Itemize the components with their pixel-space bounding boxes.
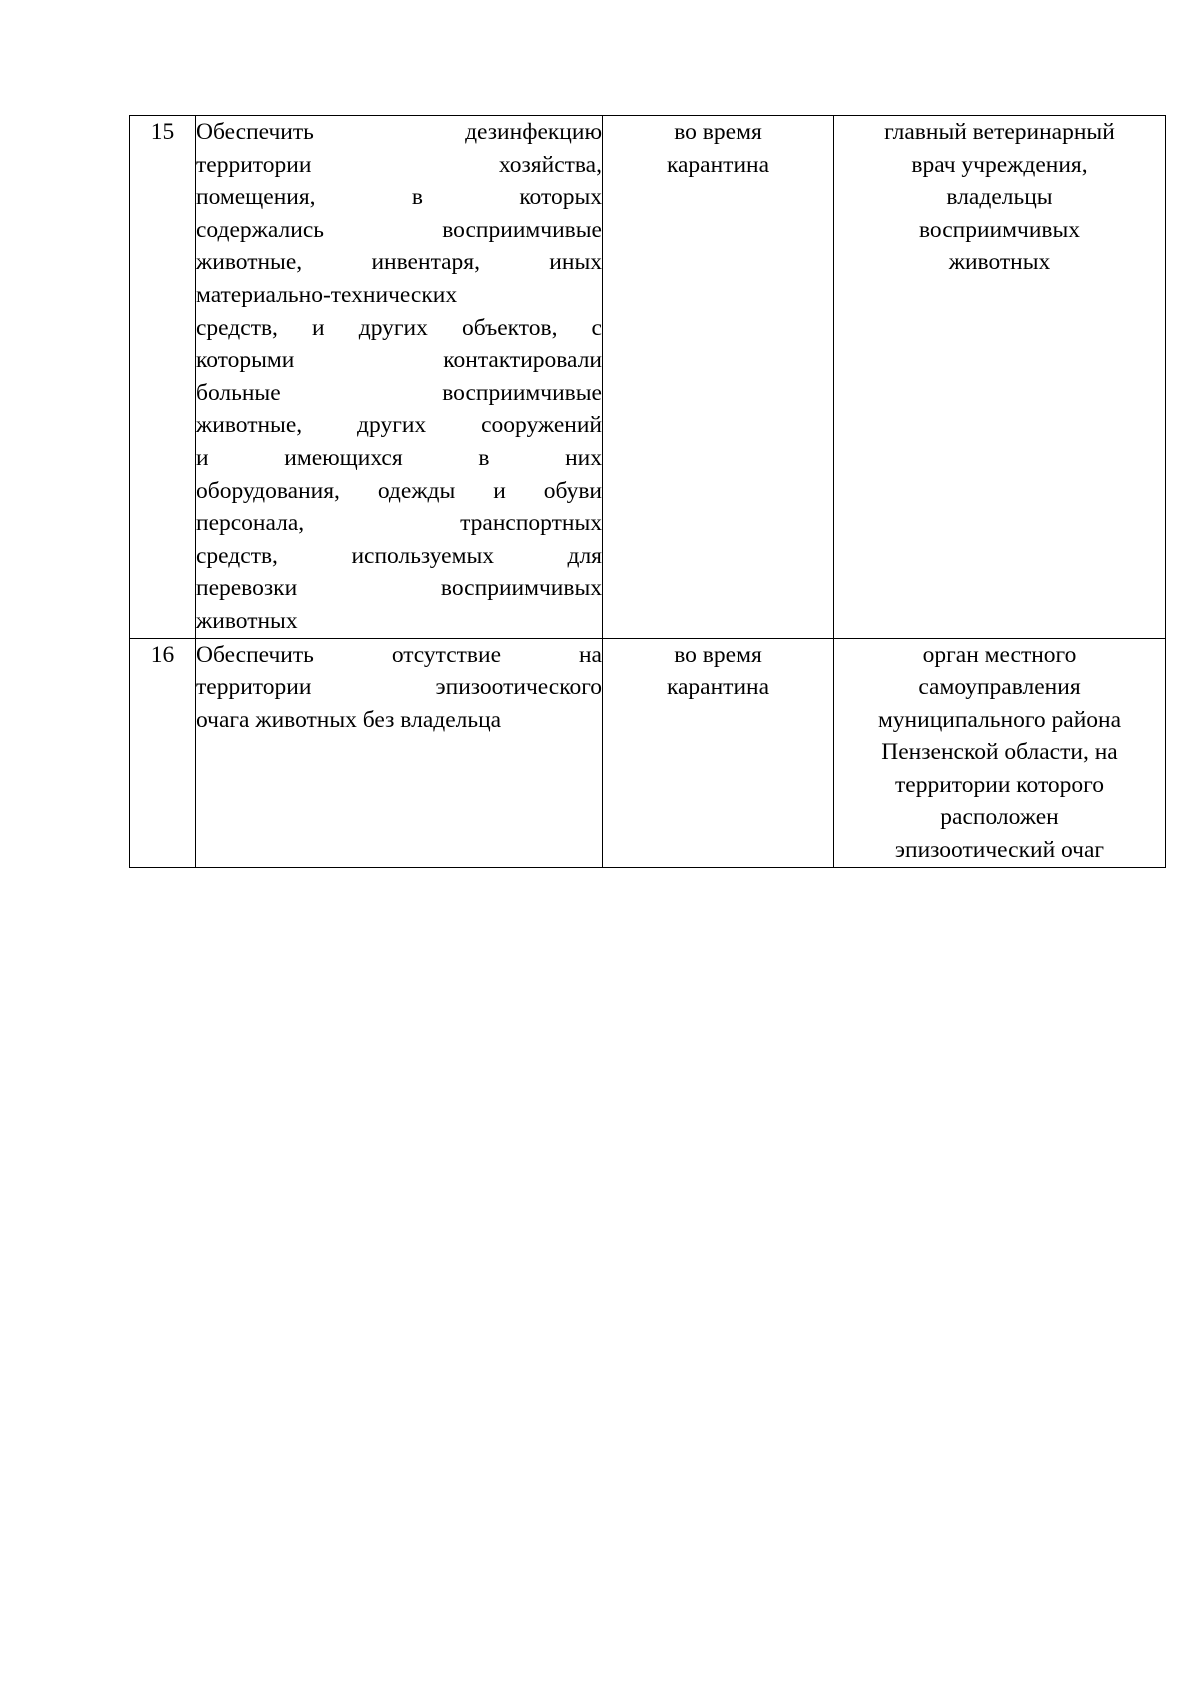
term-cell — [603, 638, 834, 867]
action-line: материально-технических — [196, 281, 458, 308]
action-line: средств, используемых для — [196, 542, 602, 569]
action-line: очага животных без владельца — [196, 706, 502, 733]
measures-table — [129, 115, 1166, 868]
term-line: во время — [674, 119, 762, 145]
responsible-line: врач учреждения, — [911, 151, 1088, 178]
term-line: карантина — [666, 674, 770, 701]
action-line: содержались восприимчивые — [196, 216, 602, 243]
responsible-line: владельцы — [946, 184, 1053, 211]
row-number-cell — [130, 116, 196, 639]
term-line: карантина — [666, 151, 770, 178]
responsible-line: муниципального района — [877, 706, 1122, 733]
responsible-cell — [834, 116, 1166, 639]
action-line: перевозки восприимчивых — [196, 575, 602, 602]
row-number-cell — [130, 638, 196, 867]
action-line: средств, и других объектов, с — [196, 314, 602, 341]
responsible-line: животных — [948, 249, 1051, 276]
action-line: территории хозяйства, — [196, 151, 602, 178]
row-number: 16 — [150, 641, 175, 668]
term-cell — [603, 116, 834, 639]
action-line: территории эпизоотического — [196, 674, 602, 701]
action-line: Обеспечить отсутствие на — [196, 641, 602, 668]
action-line: животные, инвентаря, иных — [196, 249, 602, 276]
responsible-line: самоуправления — [918, 674, 1081, 701]
responsible-line: главный ветеринарный — [884, 119, 1115, 145]
action-line: животных — [196, 607, 298, 634]
action-line: и имеющихся в них — [196, 444, 602, 471]
row-number: 15 — [150, 119, 175, 145]
term-line: во время — [674, 641, 762, 668]
action-cell — [196, 638, 603, 867]
responsible-line: восприимчивых — [918, 216, 1081, 243]
action-line: которыми контактировали — [196, 347, 602, 374]
table-row — [130, 638, 1166, 867]
action-line: больные восприимчивые — [196, 379, 602, 406]
action-cell — [196, 116, 603, 639]
action-line: Обеспечить дезинфекцию — [196, 119, 602, 145]
responsible-line: расположен — [940, 804, 1059, 831]
responsible-cell — [834, 638, 1166, 867]
action-line: помещения, в которых — [196, 184, 602, 211]
action-line: оборудования, одежды и обуви — [196, 477, 602, 504]
action-line: персонала, транспортных — [196, 510, 602, 537]
responsible-line: Пензенской области, на — [881, 739, 1118, 766]
action-line: животные, других сооружений — [196, 412, 602, 439]
table-row — [130, 116, 1166, 639]
responsible-line: орган местного — [922, 641, 1077, 668]
responsible-line: эпизоотический очаг — [894, 837, 1105, 864]
responsible-line: территории которого — [895, 771, 1104, 798]
